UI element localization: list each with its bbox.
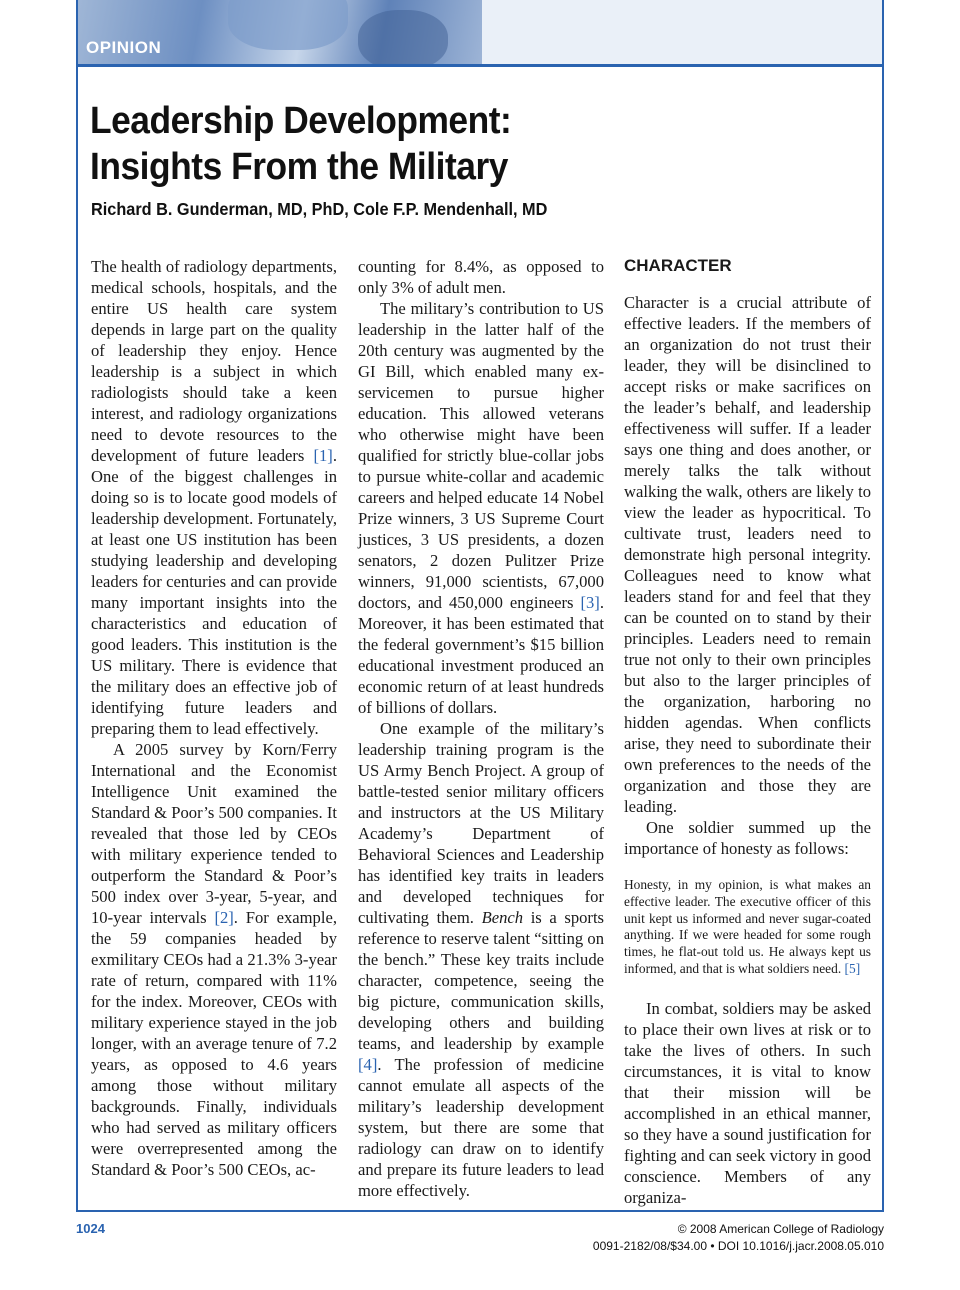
paragraph: Character is a crucial attribute of effective leaders. If the members of an organization do not trust their leader, they will be disinclined to accept risks or make sacrifices on the leader’s behalf, and leadership effectiveness will suffer. If a leader says one thing and does another, or merely talks the talk without walking the walk, others are likely to view the leader as hypocritical. To cultivate trust, leaders need to demonstrate high personal integrity. Colleagues need to know what leaders stand for and feel that they can be counted on to stand by their principles. Leaders need to remain true not only to their own principles but also to the larger principles of the organization, harboring no hidden agendas. When conflicts arise, they need to subordinate their own preferences to the needs of the organization and those they are leading. (624, 293, 871, 816)
paragraph: One soldier summed up the importance of honesty as follows: (624, 818, 871, 858)
page-number: 1024 (76, 1221, 105, 1236)
copyright: © 2008 American College of Radiology (677, 1222, 884, 1236)
paragraph: The health of radiology departments, medical schools, hospitals, and the entire US health care system depends in large part on the quality of leadership they enjoy. Hence leadership is a subject in which radiologists should take a keen interest, and radiology organizations need to devote resources to the development of future leaders [1]. One of the biggest challenges in doing so is to locate good models of leadership development. Fortunately, at least one US institution has been studying leadership and developing leaders for centuries and can provide many important insights into the characteristics and education of good leaders. This institution is the US military. There is evidence that the military does an effective job of identifying future leaders and preparing them to lead effectively. (91, 257, 337, 738)
author-list: Richard B. Gunderman, MD, PhD, Cole F.P. Mendenhall, MD (91, 199, 548, 219)
section-heading: CHARACTER (624, 256, 732, 275)
citation-link[interactable]: [1] (313, 446, 333, 465)
banner-panel (482, 0, 882, 64)
paragraph: In combat, soldiers may be asked to place their own lives at risk or to take the lives of others. In such circumstances, it is vital to know that their mission will be accomplished in an ethical manner, so they have a sound justification for fighting and can seek victory in good conscience. Members of any organiza- (624, 998, 872, 1207)
paragraph: One example of the military’s leadership training program is the US Army Bench Project. A group of battle-tested senior military officers and instructors at the US Military Academy’s Department of Behavioral Sciences and Leadership has identified key traits in leaders and developed techniques for cultivating them. Bench is a sports reference to reserve talent “sitting on the bench.” These key traits include character, competence, seeing the big picture, communication skills, developing others and building teams, and leadership by example [4]. The profession of medicine cannot emulate all aspects of the military’s leadership development system, but there are some that radiology can draw on to identify and prepare its future leaders to lead more effectively. (358, 719, 605, 1200)
citation-link[interactable]: [2] (214, 908, 234, 927)
doi: 0091-2182/08/$34.00 • DOI 10.1016/j.jacr.2008.05.010 (592, 1239, 884, 1253)
column-3 (624, 256, 871, 1208)
banner-photo-figure (228, 0, 348, 50)
title-line-1: Leadership Development: (90, 100, 512, 142)
title-line-2: Insights From the Military (90, 146, 508, 188)
banner-photo-figure (358, 10, 448, 64)
article-title (90, 98, 741, 190)
citation-link[interactable]: [5] (844, 960, 861, 976)
paragraph: counting for 8.4%, as opposed to only 3% of adult men. (358, 257, 604, 297)
paragraph: A 2005 survey by Korn/Ferry International and the Economist Intelligence Unit examined the Standard & Poor’s 500 companies. It revealed that those led by CEOs with military experience tended to outperform the Standard & Poor’s 500 index over 3-year, 5-year, and 10-year intervals [2]. For example, the 59 companies headed by exmilitary CEOs had a 21.3% 3-year rate of return, compared with 11% for the index. Moreover, CEOs with military experience stayed in the job longer, with an average tenure of 7.2 years, as opposed to 4.6 years among those without military backgrounds. Finally, individuals who had served as military officers were overrepresented among the Standard & Poor’s 500 CEOs, ac- (91, 740, 337, 1179)
footer-info (593, 1221, 884, 1255)
citation-link[interactable]: [3] (580, 593, 600, 612)
citation-link[interactable]: [4] (358, 1055, 378, 1074)
column-1 (91, 256, 337, 1180)
column-2 (358, 256, 604, 1201)
paragraph: The military’s contribution to US leadership in the latter half of the 20th century was augmented by the GI Bill, which enabled many ex-servicemen to pursue higher education. This allowed veterans who otherwise might have been qualified for strictly blue-collar jobs to pursue white-collar and academic careers and helped educate 14 Nobel Prize winners, 3 US Supreme Court justices, 3 US presidents, a dozen senators, 2 dozen Pulitzer Prize winners, 91,000 scientists, 67,000 doctors, and 450,000 engineers [3]. Moreover, it has been estimated that the federal government’s $15 billion educational investment produced an economic return of at least hundreds of billions of dollars. (358, 299, 604, 717)
block-quote: Honesty, in my opinion, is what makes an effective leader. The executive officer of this unit kept us informed and never sugar-coated anything. If we were headed for some rough times, he flat-out told us. He always kept us informed, and that is what soldiers need. [5] (624, 877, 871, 976)
section-label: OPINION (86, 38, 162, 57)
banner-divider (78, 64, 882, 67)
